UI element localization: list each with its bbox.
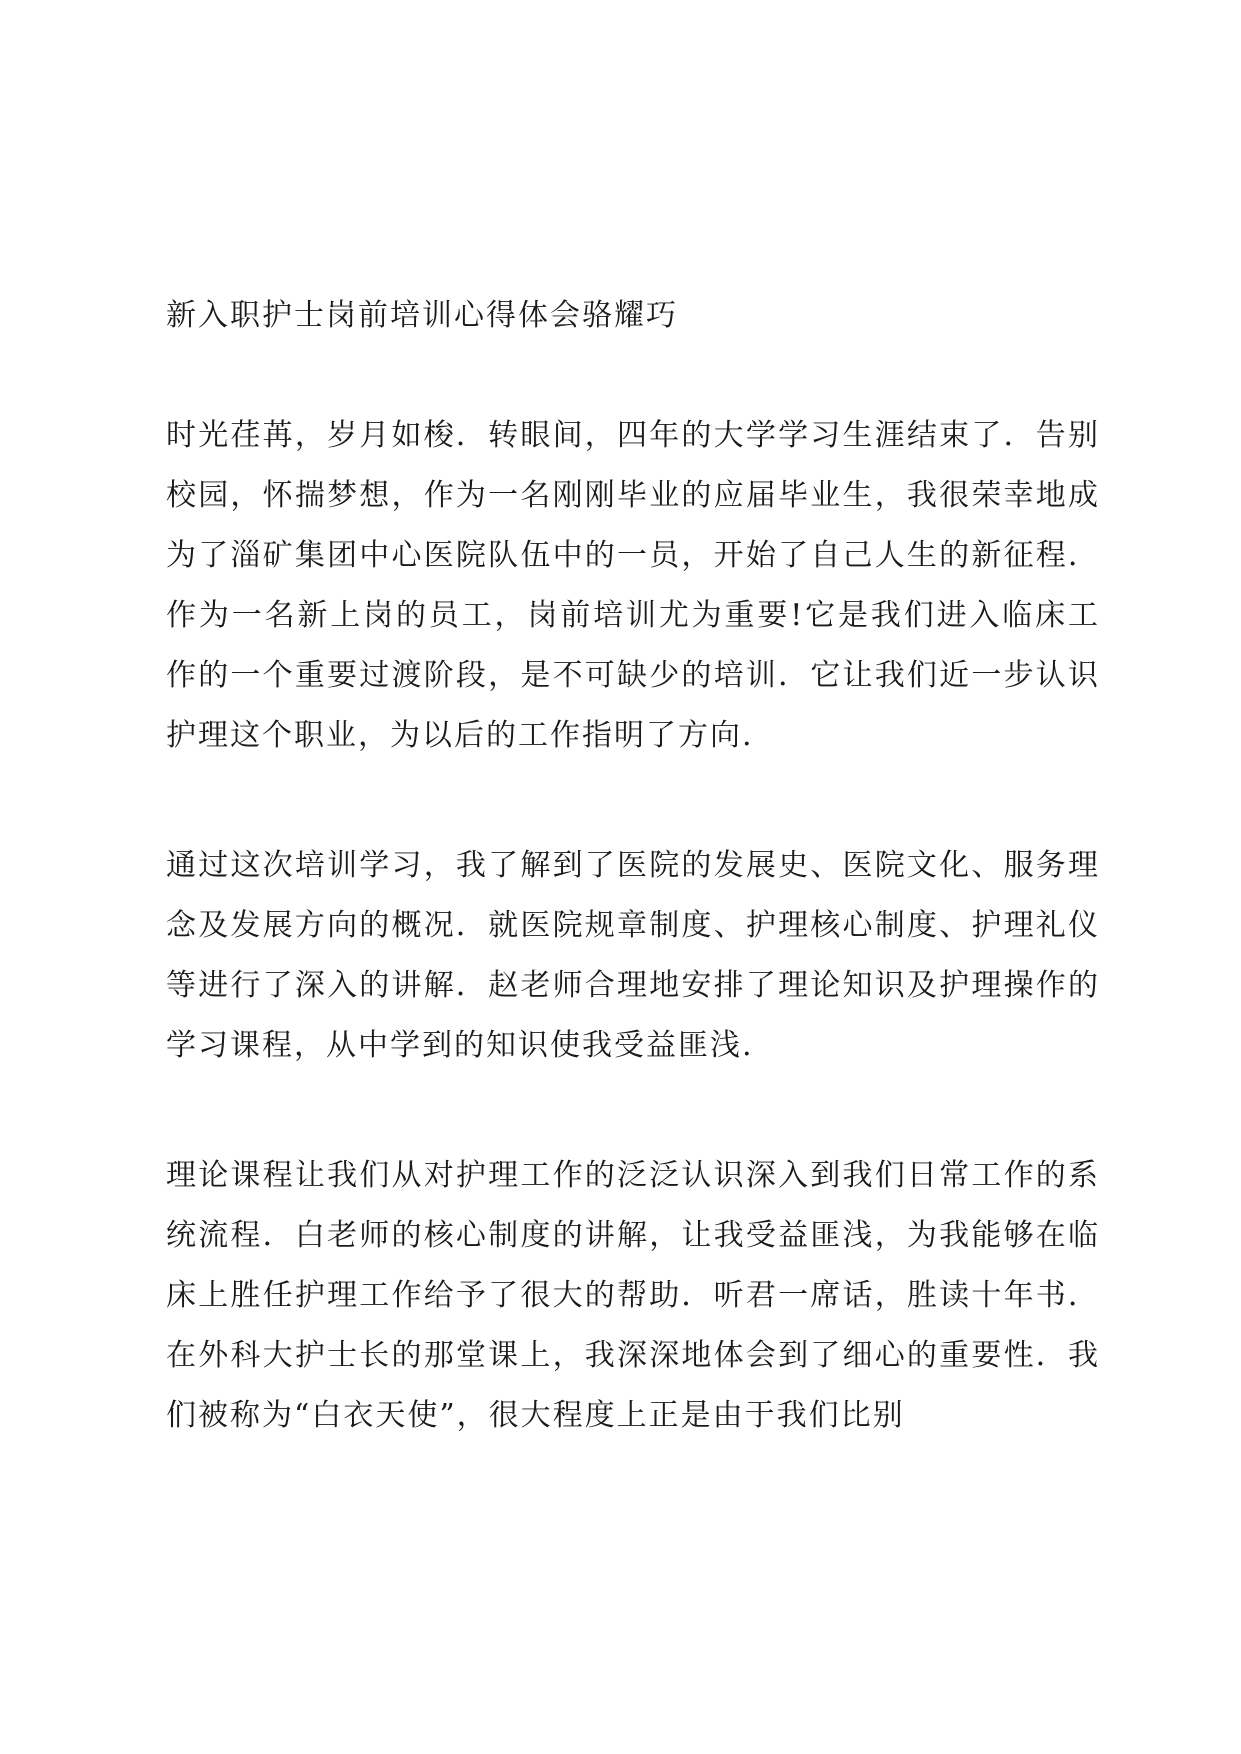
paragraph-2: 通过这次培训学习，我了解到了医院的发展史、医院文化、服务理念及发展方向的概况．就医院规章制度、护理核心制度、护理礼仪等进行了深入的讲解．赵老师合理地安排了理论知识及护理操作的学习课程，从中学到的知识使我受益匪浅. (166, 848, 1100, 1063)
document-title: 新入职护士岗前培训心得体会骆耀巧 (166, 298, 678, 333)
document-body (166, 286, 1100, 1446)
paragraph-1: 时光荏苒，岁月如梭．转眼间，四年的大学学习生涯结束了．告别校园，怀揣梦想，作为一名刚刚毕业的应届毕业生，我很荣幸地成为了淄矿集团中心医院队伍中的一员，开始了自己人生的新征程．作为一名新上岗的员工，岗前培训尤为重要!它是我们进入临床工作的一个重要过渡阶段，是不可缺少的培训．它让我们近一步认识护理这个职业，为以后的工作指明了方向. (166, 418, 1100, 753)
paragraph-3: 理论课程让我们从对护理工作的泛泛认识深入到我们日常工作的系统流程．白老师的核心制度的讲解，让我受益匪浅，为我能够在临床上胜任护理工作给予了很大的帮助．听君一席话，胜读十年书．在外科大护士长的那堂课上，我深深地体会到了细心的重要性．我们被称为“白衣天使”，很大程度上正是由于我们比别 (166, 1158, 1100, 1433)
